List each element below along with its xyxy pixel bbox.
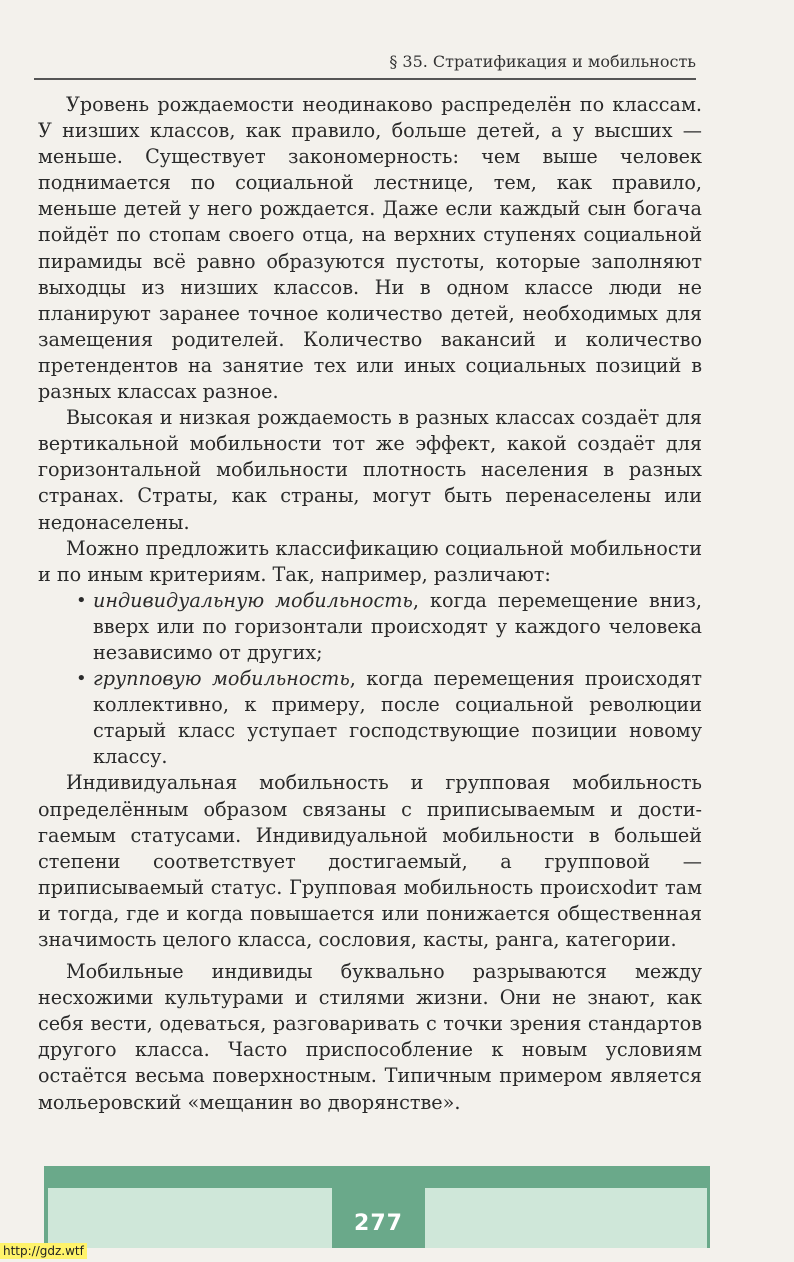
paragraph-classification: Можно предложить классификацию социальной мобильности и по иным критериям. Так, например, различают: <box>38 536 702 586</box>
paragraph-overpopulation: Высокая и низкая рождаемость в разных классах создаёт для вертикальной мобильности тот же эффект, какой создаёт для горизонтальной мобильности плотность населения в разных странах. Страты, как страны, могут быть перенаселены или недонаселены. <box>38 406 702 534</box>
list-item-group <box>38 666 702 770</box>
term-individual-mobility: индивидуальную мобильность <box>93 588 413 612</box>
page-number: 277 <box>354 1211 403 1236</box>
footer-panel-right <box>425 1188 707 1248</box>
watermark-link[interactable]: http://gdz.wtf <box>0 1243 87 1259</box>
running-header <box>34 48 696 80</box>
paragraph-mobile-individuals: Мобильные индивиды буквально разрываются между несхожими культурами и стилями жизни. Они не знают, как себя вести, одеваться, разговаривать с точки зрения стандартов другого класса. Часто приспособление к новым условиям остаётся весьма поверхностным. Типичным примером является мольеровский «мещанин во дворянстве». <box>38 960 702 1114</box>
list-item-text: , когда перемещение вниз, вверх или по горизонтали происходят у каждого человека независимо от других; <box>93 588 702 664</box>
list-item-individual <box>38 588 702 666</box>
footer-panel-left <box>48 1188 332 1248</box>
paragraph-birth-rate: Уровень рождаемости неодинаково распределён по классам. У низших классов, как правило, больше детей, а у высших — меньше. Существует закономерность: чем выше человек поднимается по социальной лестнице, тем, как правило, меньше детей у него рождается. Даже если каждый сын богача пойдёт по стопам своего отца, на верхних ступенях социальной пирамиды всё равно образуются пустоты, которые заполняют выходцы из низших классов. Ни в одном классе люди не планируют заранее точное количество детей, необходимых для замещения родителей. Количество вакансий и количество претендентов на занятие тех или иных социальных позиций в разных классах разное. <box>38 93 702 404</box>
bullet-icon: • <box>76 668 87 690</box>
bullet-icon: • <box>76 589 87 611</box>
mobility-types-list <box>38 588 702 771</box>
page-body <box>38 92 702 1116</box>
term-group-mobility: групповую мобильность <box>93 667 350 691</box>
list-item-text: , когда перемещения происходят коллективно, к примеру, после социальной революции старый класс уступает господствующие позиции новому классу. <box>93 667 702 769</box>
running-title: § 35. Стратификация и мобильность <box>389 52 696 71</box>
paragraph-status-relation: Индивидуальная мобильность и групповая мобильность определённым образом связаны с приписываемым и достигаемым статусами. Индивидуальной мобильности в большей степени соответствует достигаемый, а групповой — приписываемый статус. Групповая мобильность происхоdит там и тогда, где и когда повышается или понижается общественная значимость целого класса, сословия, касты, ранга, категории. <box>38 771 702 951</box>
